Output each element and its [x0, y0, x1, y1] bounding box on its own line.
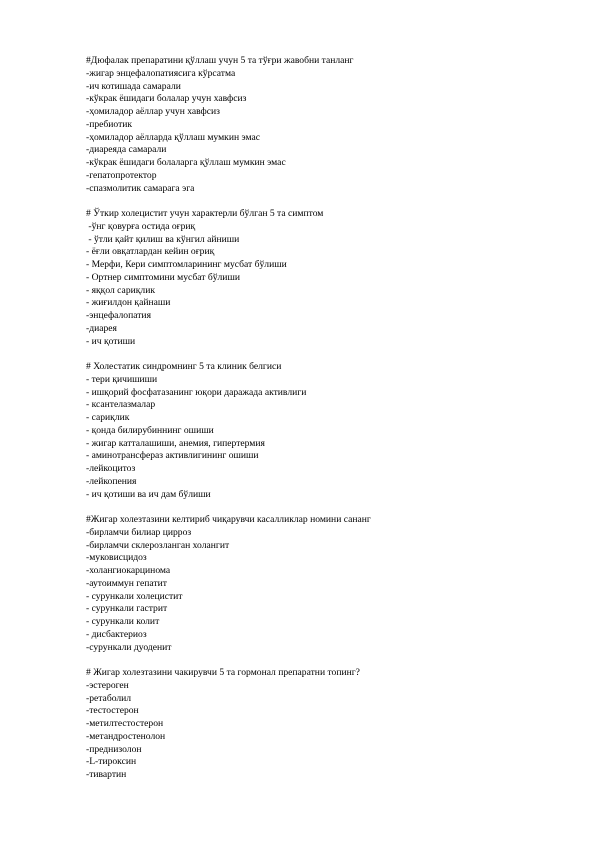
answer-option: -ҳомиладор аёллар учун хавфсиз — [86, 106, 220, 117]
answer-option: -диарея — [86, 322, 117, 334]
answer-option: -эстероген — [86, 679, 129, 691]
answer-option: -спазмолитик самарага эга — [86, 182, 195, 194]
answer-option: - аминотрансфераз активлигининг ошиши — [86, 450, 259, 462]
answer-option: -диареяда самарали — [86, 144, 167, 156]
answer-option: -аутоиммун гепатит — [86, 577, 167, 589]
answer-option: -гепатопротектор — [86, 169, 157, 181]
document-body — [86, 55, 566, 795]
question-cholestatic-syndrome — [86, 361, 566, 501]
answer-option: -муковисцидоз — [86, 552, 147, 564]
answer-option: - сурункали колит — [86, 616, 160, 627]
answer-option: -ретаболил — [86, 692, 132, 704]
answer-option: -лейкоцитоз — [86, 463, 136, 474]
answer-option: - қонда билирубиннинг ошиши — [86, 424, 214, 436]
answer-option: - ич қотиши — [86, 335, 136, 347]
question-heading: # Жигар холезтазини чакирувчи 5 та гормонал препаратни топинг? — [86, 667, 360, 678]
question-heading: #Жигар холезтазини келтириб чиқарувчи касалликлар номини сананг — [86, 514, 371, 525]
answer-option: -метилтестостерон — [86, 718, 164, 729]
answer-option: - ўтли қайт қилиш ва кўнгил айниши — [86, 233, 240, 245]
answer-option: - ёғли овқатлардан кейин оғриқ — [86, 246, 215, 258]
answer-option: -тестостерон — [86, 705, 139, 717]
answer-option: - сурункали гастрит — [86, 603, 168, 615]
answer-option: -бирламчи склерозланган холангит — [86, 539, 230, 551]
question-heading: #Дюфалак препаратини қўллаш учун 5 та тўғри жавобни танланг — [86, 55, 354, 66]
answer-option: -кўкрак ёшидаги болаларга қўллаш мумкин эмас — [86, 157, 286, 168]
answer-option: - жигар катталашиши, анемия, гипертермия — [86, 437, 265, 449]
answer-option: - ич қотиши ва ич дам бўлиши — [86, 488, 211, 500]
answer-option: -ич котишада самарали — [86, 80, 181, 92]
answer-option: -метандростенолон — [86, 730, 166, 742]
answer-option: - яққол сариқлик — [86, 284, 155, 296]
answer-option: -сурункали дуоденит — [86, 641, 172, 653]
answer-option: -преднизолон — [86, 743, 142, 755]
answer-option: - дисбактериоз — [86, 628, 147, 640]
answer-option: - Ортнер симптомини мусбат бўлиши — [86, 271, 240, 283]
question-acute-cholecystitis — [86, 208, 566, 348]
question-heading: # Ўткир холецистит учун характерли бўлган 5 та симптом — [86, 208, 324, 219]
answer-option: - тери қичишиши — [86, 373, 158, 385]
question-duphalac — [86, 55, 566, 195]
answer-option: -тивартин — [86, 769, 127, 780]
answer-option: -ҳомиладор аёлларда қўллаш мумкин эмас — [86, 131, 261, 143]
answer-option: -лейкопения — [86, 475, 137, 487]
answer-option: - ишқорий фосфатазанинг юқори даражада активлиги — [86, 386, 307, 398]
answer-option: -холангиокарцинома — [86, 565, 171, 576]
answer-option: -L-тироксин — [86, 756, 137, 768]
answer-option: -кўкрак ёшидаги болалар учун хавфсиз — [86, 93, 247, 105]
answer-option: -ўнг қовурға остида оғриқ — [86, 220, 196, 232]
question-hormonal-drugs — [86, 667, 566, 782]
question-cholestasis-diseases — [86, 514, 566, 654]
answer-option: - сурункали холецистит — [86, 590, 183, 602]
answer-option: - жиғилдон қайнаши — [86, 297, 171, 309]
answer-option: -пребиотик — [86, 118, 133, 130]
answer-option: -бирламчи билиар цирроз — [86, 526, 192, 538]
question-heading: # Холестатик синдромнинг 5 та клиник белгиси — [86, 361, 282, 372]
answer-option: - Мерфи, Кери симптомларининг мусбат бўлиши — [86, 259, 287, 270]
answer-option: - сариқлик — [86, 412, 130, 423]
answer-option: - ксантелазмалар — [86, 399, 156, 411]
answer-option: -жигар энцефалопатиясига кўрсатма — [86, 67, 236, 79]
answer-option: -энцефалопатия — [86, 310, 151, 321]
